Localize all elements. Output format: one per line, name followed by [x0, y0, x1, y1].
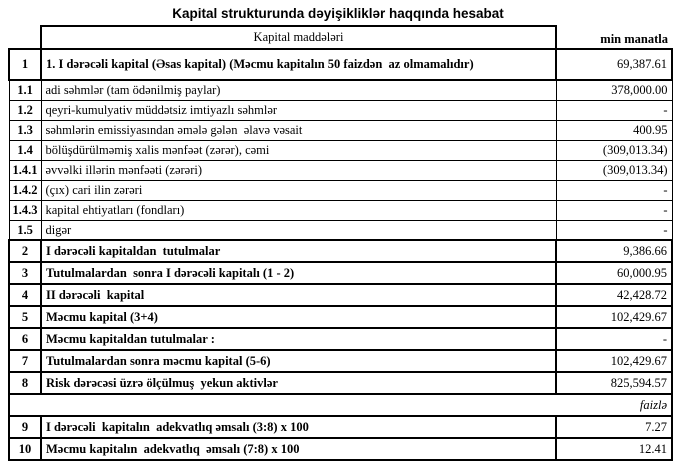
- row-value: 825,594.57: [556, 372, 672, 394]
- row-label: (çıx) cari ilin zərəri: [41, 180, 556, 200]
- row-label: adi səhmlər (tam ödənilmiş paylar): [41, 80, 556, 100]
- table-row: [9, 306, 672, 328]
- row-number: 1: [9, 49, 41, 80]
- row-value: (309,013.34): [556, 140, 672, 160]
- table-row: [9, 100, 672, 120]
- row-number: 1.4.2: [9, 180, 41, 200]
- percent-unit-label: faizlə: [9, 394, 672, 416]
- table-row: [9, 220, 672, 240]
- table-row: [9, 284, 672, 306]
- row-label: Tutulmalardan sonra məcmu kapital (5-6): [41, 350, 556, 372]
- row-number: 1.2: [9, 100, 41, 120]
- table-row: [9, 49, 672, 80]
- row-label: II dərəcəli kapital: [41, 284, 556, 306]
- row-label: bölüşdürülməmiş xalis mənfəət (zərər), cəmi: [41, 140, 556, 160]
- row-value: 378,000.00: [556, 80, 672, 100]
- row-number: 3: [9, 262, 41, 284]
- report-title: Kapital strukturunda dəyişikliklər haqqında hesabat: [172, 6, 504, 21]
- row-value: 69,387.61: [556, 49, 672, 80]
- row-value: -: [556, 220, 672, 240]
- row-number: 1.4.3: [9, 200, 41, 220]
- table-body: [9, 26, 672, 460]
- header-items-cell: Kapital maddələri: [41, 26, 556, 49]
- table-row: [9, 438, 672, 460]
- percent-unit-row: [9, 394, 672, 416]
- row-number: 2: [9, 240, 41, 262]
- capital-structure-table: [8, 25, 673, 461]
- table-row: [9, 416, 672, 438]
- row-value: 9,386.66: [556, 240, 672, 262]
- row-value: 42,428.72: [556, 284, 672, 306]
- row-number: 9: [9, 416, 41, 438]
- header-num-cell: [9, 26, 41, 49]
- row-label: səhmlərin emissiyasından əmələ gələn əlavə vəsait: [41, 120, 556, 140]
- row-value: 60,000.95: [556, 262, 672, 284]
- row-label: digər: [41, 220, 556, 240]
- row-value: (309,013.34): [556, 160, 672, 180]
- row-label: Tutulmalardan sonra I dərəcəli kapitalı (1 - 2): [41, 262, 556, 284]
- table-row: [9, 80, 672, 100]
- table-row: [9, 262, 672, 284]
- table-header-row: [9, 26, 672, 49]
- row-value: 102,429.67: [556, 350, 672, 372]
- row-number: 10: [9, 438, 41, 460]
- row-label: I dərəcəli kapitalın adekvatlıq əmsalı (3:8) x 100: [41, 416, 556, 438]
- row-number: 1.4.1: [9, 160, 41, 180]
- row-label: Risk dərəcəsi üzrə ölçülmuş yekun aktivlər: [41, 372, 556, 394]
- row-value: 12.41: [556, 438, 672, 460]
- row-value: -: [556, 180, 672, 200]
- row-label: 1. I dərəcəli kapital (Əsas kapital) (Məcmu kapitalın 50 faizdən az olmamalıdır): [41, 49, 556, 80]
- row-label: Məcmu kapitaldan tutulmalar :: [41, 328, 556, 350]
- row-number: 8: [9, 372, 41, 394]
- table-row: [9, 180, 672, 200]
- row-label: Məcmu kapitalın adekvatlıq əmsalı (7:8) x 100: [41, 438, 556, 460]
- row-label: I dərəcəli kapitaldan tutulmalar: [41, 240, 556, 262]
- table-row: [9, 160, 672, 180]
- row-number: 1.4: [9, 140, 41, 160]
- table-row: [9, 140, 672, 160]
- table-row: [9, 372, 672, 394]
- table-row: [9, 328, 672, 350]
- row-value: 400.95: [556, 120, 672, 140]
- row-value: -: [556, 328, 672, 350]
- header-unit-cell: min manatla: [600, 31, 668, 46]
- table-row: [9, 120, 672, 140]
- row-number: 5: [9, 306, 41, 328]
- row-value: -: [556, 200, 672, 220]
- row-number: 4: [9, 284, 41, 306]
- row-label: qeyri-kumulyativ müddətsiz imtiyazlı səhmlər: [41, 100, 556, 120]
- row-label: əvvəlki illərin mənfəəti (zərəri): [41, 160, 556, 180]
- table-row: [9, 350, 672, 372]
- row-label: kapital ehtiyatları (fondları): [41, 200, 556, 220]
- row-value: 102,429.67: [556, 306, 672, 328]
- row-number: 1.3: [9, 120, 41, 140]
- row-number: 6: [9, 328, 41, 350]
- row-number: 7: [9, 350, 41, 372]
- table-row: [9, 240, 672, 262]
- row-number: 1.5: [9, 220, 41, 240]
- row-number: 1.1: [9, 80, 41, 100]
- row-label: Məcmu kapital (3+4): [41, 306, 556, 328]
- row-value: -: [556, 100, 672, 120]
- row-value: 7.27: [556, 416, 672, 438]
- table-row: [9, 200, 672, 220]
